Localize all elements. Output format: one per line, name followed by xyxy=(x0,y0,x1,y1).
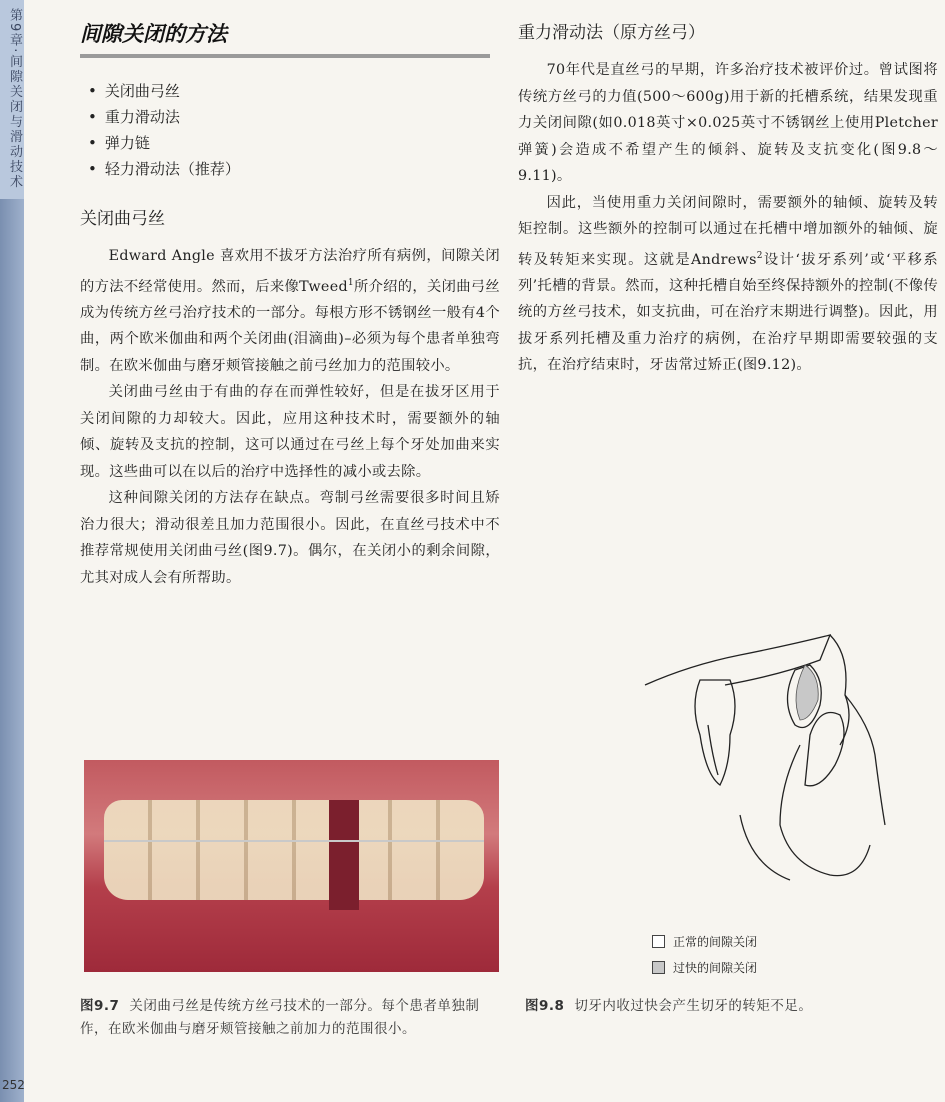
left-column xyxy=(80,18,500,591)
figure-caption-right: 图9.8 切牙内收过快会产生切牙的转矩不足。 xyxy=(525,998,813,1014)
figure-9-7-photo xyxy=(84,760,499,972)
list-item: • 弹力链 xyxy=(88,130,500,156)
subheading-closing-loop: 关闭曲弓丝 xyxy=(80,209,165,229)
subheading-heavy-sliding: 重力滑动法（原方丝弓） xyxy=(518,23,705,43)
right-column xyxy=(518,18,938,379)
list-item: • 轻力滑动法（推荐） xyxy=(88,156,500,182)
method-list xyxy=(88,78,500,182)
extraction-gap xyxy=(329,800,359,910)
paragraph: 这种间隙关闭的方法存在缺点。弯制弓丝需要很多时间且矫治力很大；滑动很差且加力范围很小。因此，在直丝弓技术中不推荐常规使用关闭曲弓丝(图9.7)。偶尔，在关闭小的剩余间隙，尤其对成人会有所帮助。 xyxy=(80,490,500,586)
figure-caption-left: 图9.7 关闭曲弓丝是传统方丝弓技术的一部分。每个患者单独制作，在欧米伽曲与磨牙颊管接触之前加力的范围很小。 xyxy=(80,998,480,1037)
legend-swatch xyxy=(652,961,665,974)
paragraph: Edward Angle 喜欢用不拔牙方法治疗所有病例，间隙关闭的方法不经常使用。然而，后来像Tweed$^1$所介绍的，关闭曲弓丝成为传统方丝弓治疗技术的一部分。每根方形不锈钢丝一般有4个曲，两个欧米伽曲和两个关闭曲(泪滴曲)–必须为每个患者单独弯制。在欧米伽曲与磨牙颊管接触之前弓丝加力的范围较小。 xyxy=(80,248,501,374)
figure-9-8-diagram xyxy=(630,625,900,925)
archwire-image xyxy=(104,840,484,842)
section-title: 间隙关闭的方法 xyxy=(80,18,490,58)
legend-item: 过快的间隙关闭 xyxy=(652,954,757,980)
list-item: • 重力滑动法 xyxy=(88,104,500,130)
paragraph: 因此，当使用重力关闭间隙时，需要额外的轴倾、旋转及转矩控制。这些额外的控制可以通过在托槽中增加额外的轴倾、旋转及转矩来实现。这就是Andrews$^2$设计‘拔牙系列’或‘平移系列’托槽的背景。然而，这种托槽自始至终保持额外的控制(不像传统的方丝弓技术，如支抗曲，可在治疗末期进行调整)。因此，用拔牙系列托槽及重力治疗的病例，在治疗早期即需要较强的支抗，在治疗结束时，牙齿常过矫正(图9.12)。 xyxy=(518,194,938,374)
paragraph: 关闭曲弓丝由于有曲的存在而弹性较好，但是在拔牙区用于关闭间隙的力却较大。因此，应用这种技术时，需要额外的轴倾、旋转及支抗的控制，这可以通过在弓丝上每个牙处加曲来实现。这些曲可以在以后的治疗中选择性的减小或去除。 xyxy=(80,384,500,480)
legend-item: 正常的间隙关闭 xyxy=(652,928,757,954)
page-number: 252 xyxy=(2,1078,25,1092)
figure-legend xyxy=(652,928,757,980)
legend-swatch xyxy=(652,935,665,948)
paragraph: 70年代是直丝弓的早期，许多治疗技术被评价过。曾试图将传统方丝弓的力值(500～600g)用于新的托槽系统，结果发现重力关闭间隙(如0.018英寸×0.025英寸不锈钢丝上使用Pletcher弹簧)会造成不希望产生的倾斜、旋转及支抗变化(图9.8～9.11)。 xyxy=(518,62,938,184)
list-item: • 关闭曲弓丝 xyxy=(88,78,500,104)
chapter-tab: 第9章·间隙关闭与滑动技术 xyxy=(0,0,24,199)
teeth-image xyxy=(104,800,484,900)
